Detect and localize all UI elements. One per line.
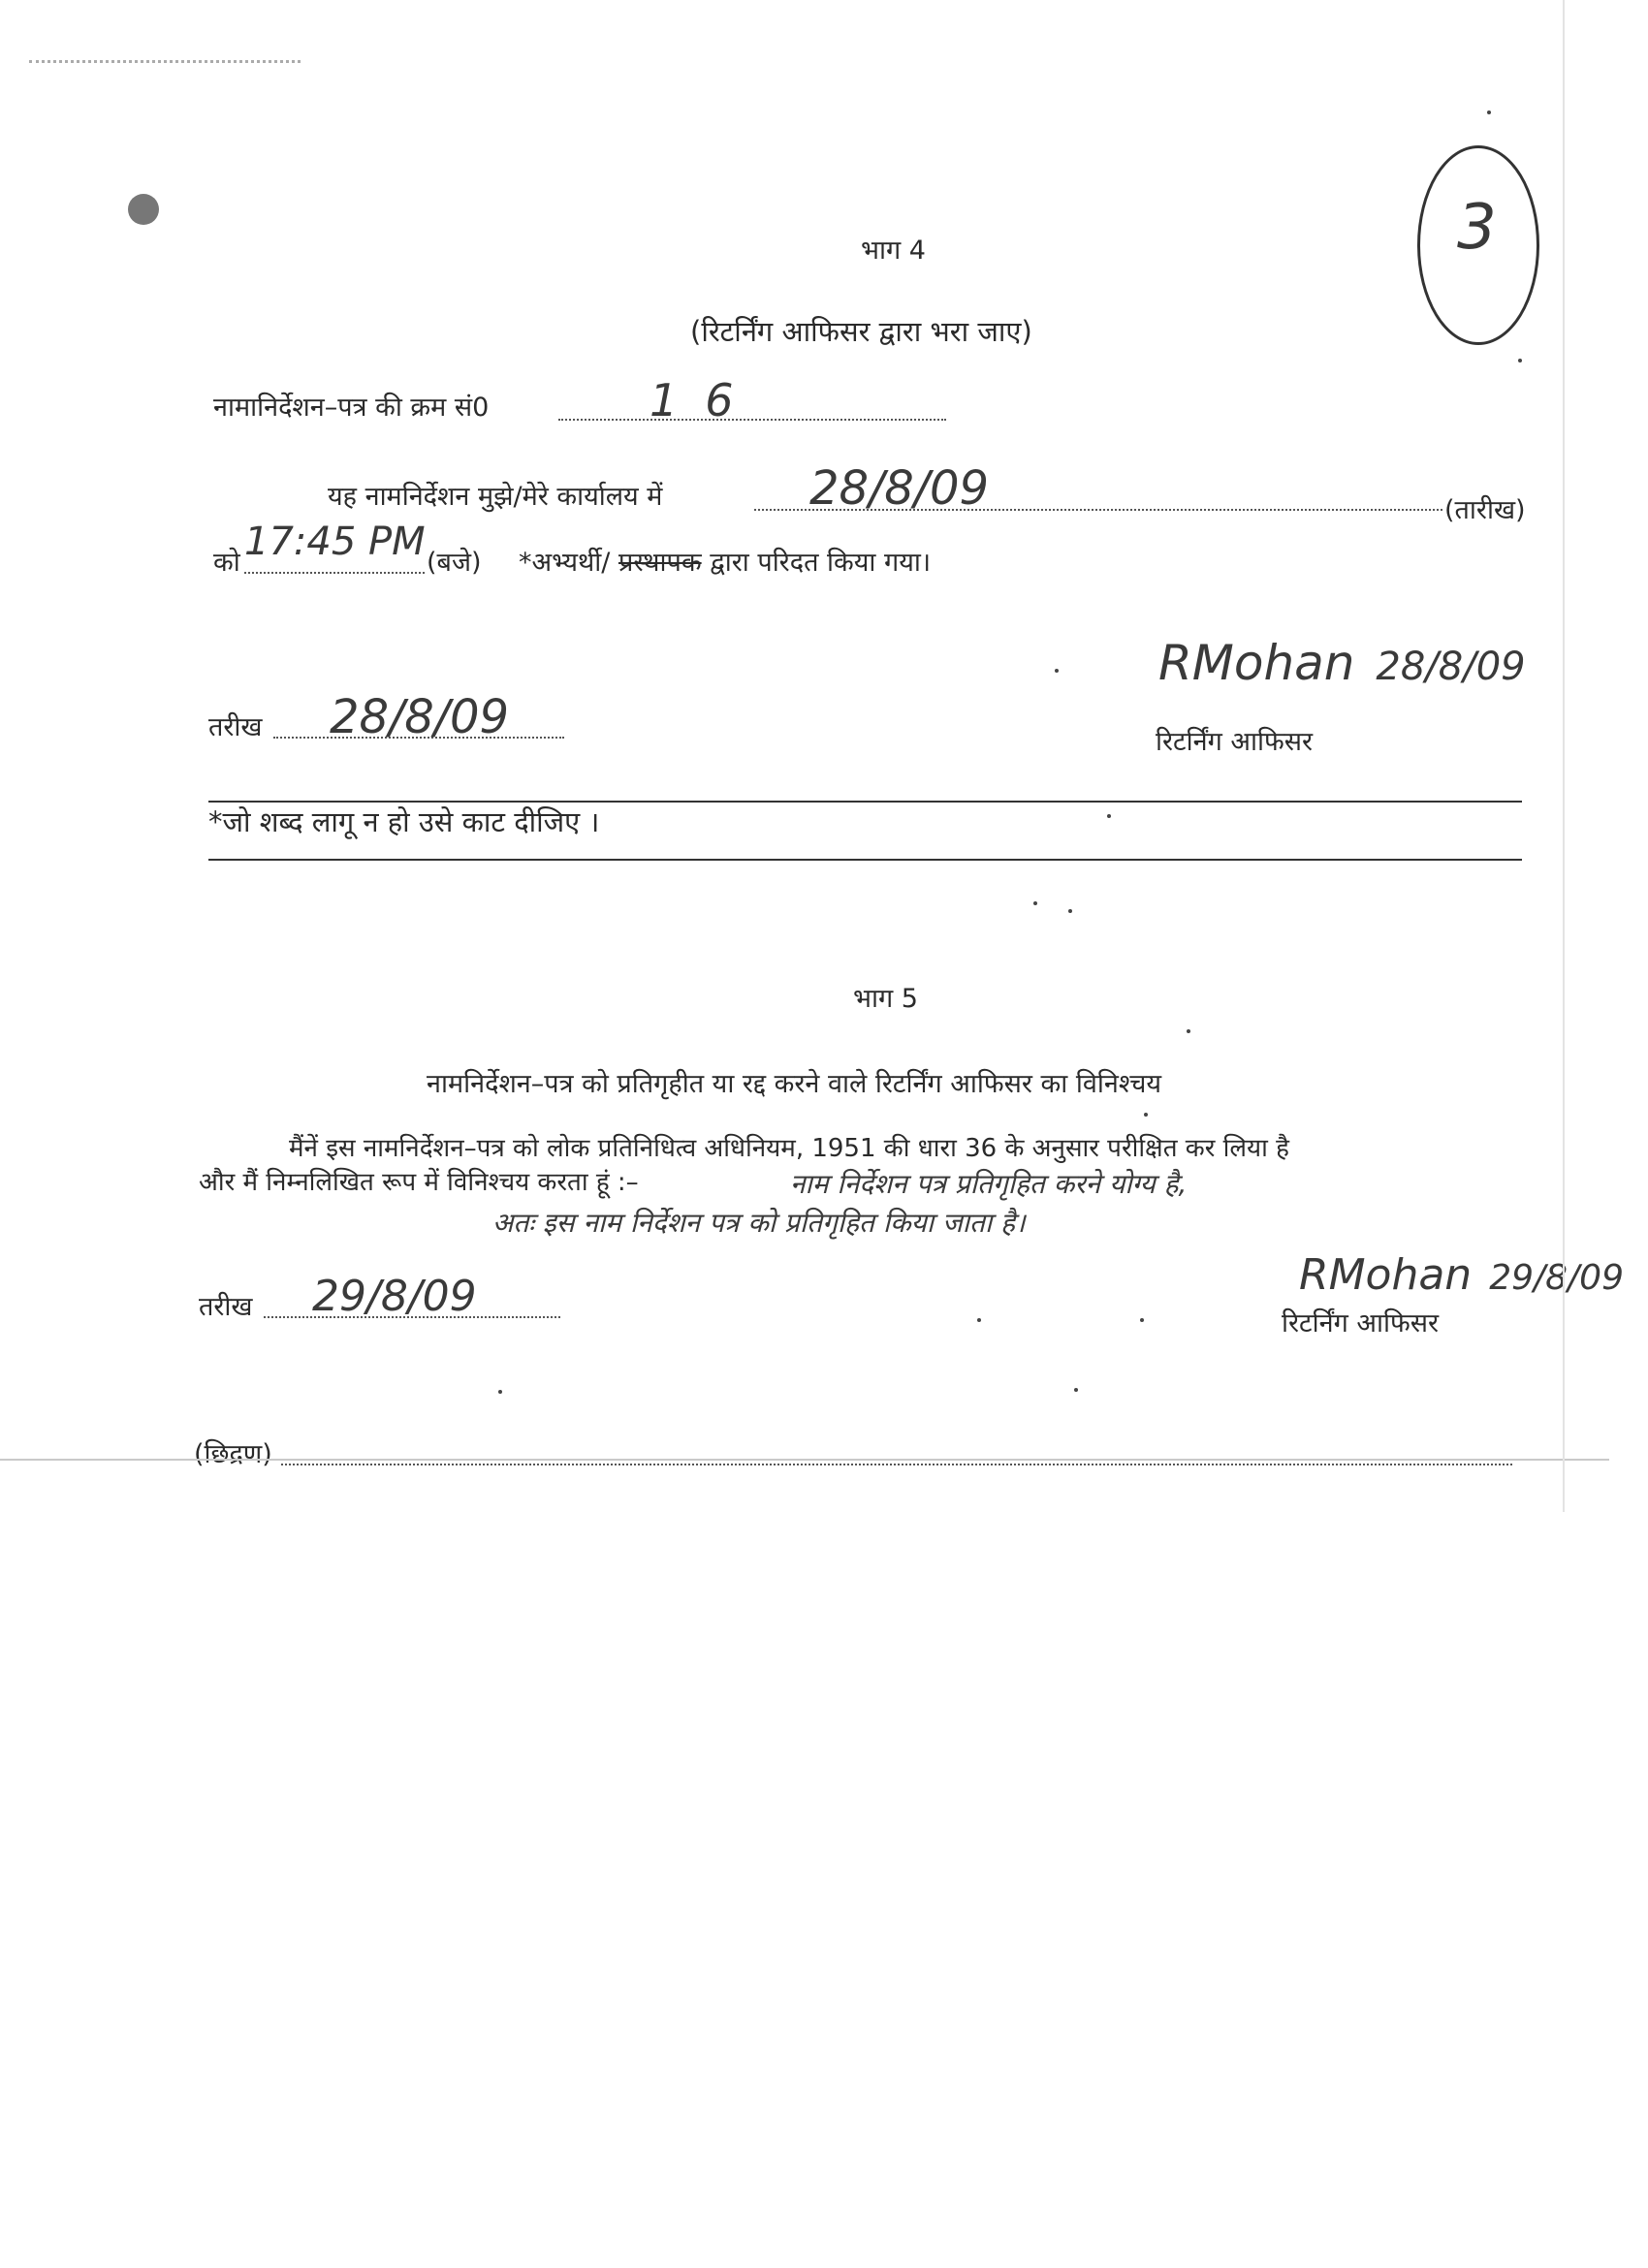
part5-paragraph-line2: और मैं निम्नलिखित रूप में विनिश्चय करता हूं :– [199, 1168, 639, 1197]
scan-speck [1187, 1029, 1190, 1033]
scan-speck [1055, 669, 1059, 673]
scan-speck [977, 1318, 981, 1322]
serial-label: नामानिर्देशन–पत्र की क्रम सं0 [213, 393, 490, 423]
time-suffix: (बजे) [427, 548, 482, 578]
scan-speck [1518, 359, 1522, 362]
time-prefix: को [213, 548, 240, 578]
received-label: यह नामनिर्देशन मुझे/मेरे कार्यालय में [328, 482, 663, 512]
paper-fold-edge [1563, 0, 1565, 1512]
part5-signature-date: 29/8/09 [1489, 1258, 1624, 1298]
part4-officer-label: रिटर्निंग आफिसर [1156, 727, 1314, 757]
top-edge-mark [29, 60, 301, 63]
part4-heading: भाग 4 [861, 236, 926, 266]
part5-heading: भाग 5 [853, 984, 918, 1014]
part5-date-value: 29/8/09 [312, 1272, 477, 1321]
time-value: 17:45 PM [244, 520, 426, 564]
footnote-text: *जो शब्द लागू न हो उसे काट दीजिए । [208, 805, 600, 838]
scan-speck [1033, 901, 1037, 905]
part5-signature [1299, 1250, 1624, 1300]
delivered-by-candidate: *अभ्यर्थी/ [519, 548, 611, 578]
page-number-text: 3 [1457, 192, 1497, 264]
scan-speck [1144, 1113, 1148, 1117]
date-suffix: (तारीख) [1444, 495, 1526, 525]
part5-paragraph-line1: मैंनें इस नामनिर्देशन–पत्र को लोक प्रतिनिधित्व अधिनियम, 1951 की धारा 36 के अनुसार परीक्षित कर लिया है [289, 1134, 1289, 1163]
part4-date-value: 28/8/09 [330, 690, 510, 744]
scan-speck [498, 1390, 502, 1394]
part5-title: नामनिर्देशन–पत्र को प्रतिगृहीत या रद्द करने वाले रिटर्निंग आफिसर का विनिश्चय [427, 1069, 1162, 1099]
part4-date-label: तरीख [208, 712, 263, 742]
scan-speck [1487, 110, 1491, 114]
torn-paper-edge [0, 1459, 1609, 1461]
punch-hole [128, 194, 159, 225]
time-dotted-line [244, 572, 425, 574]
scan-speck [1074, 1388, 1078, 1392]
part5-signature-name: RMohan [1299, 1250, 1473, 1300]
scan-speck [1140, 1318, 1144, 1322]
part5-officer-label: रिटर्निंग आफिसर [1282, 1308, 1440, 1339]
page-number-mark [1417, 145, 1539, 345]
scan-speck [1068, 909, 1072, 913]
scan-speck [1107, 814, 1111, 818]
part4-signature-date: 28/8/09 [1376, 645, 1526, 689]
chhidran-dotted-line [281, 1464, 1512, 1465]
part5-date-label: तरीख [199, 1292, 253, 1322]
part4-subheading: (रिटर्निंग आफिसर द्वारा भरा जाए) [690, 315, 1032, 348]
received-date: 28/8/09 [809, 461, 990, 516]
part5-decision-line1: नाम निर्देशन पत्र प्रतिगृहित करने योग्य है, [790, 1168, 1188, 1200]
part4-signature [1158, 635, 1526, 691]
footnote-bottom-rule [208, 859, 1522, 861]
part4-signature-name: RMohan [1158, 635, 1355, 691]
delivered-by-rest: द्वारा परिदत किया गया। [710, 548, 932, 578]
delivered-by-proposer-struck: प्रस्थापक [618, 548, 702, 578]
part5-decision-line2: अतः इस नाम निर्देशन पत्र को प्रतिगृहित किया जाता है। [492, 1207, 1026, 1239]
delivered-by [519, 543, 931, 579]
serial-value: 16 [650, 374, 761, 426]
chhidran-label: (छिद्रण) [194, 1439, 272, 1469]
